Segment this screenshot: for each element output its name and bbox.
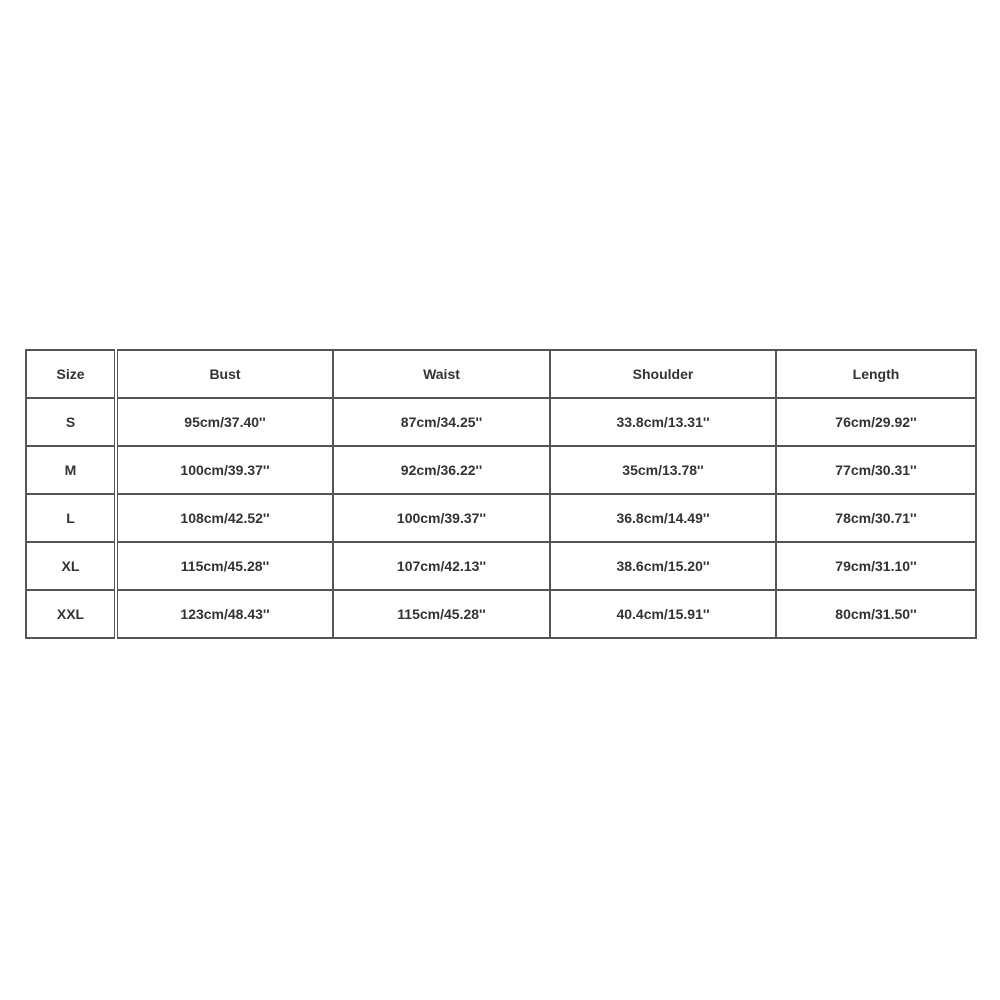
table-row <box>26 590 976 638</box>
waist-cell: 87cm/34.25'' <box>333 398 550 446</box>
size-cell: S <box>26 398 116 446</box>
bust-cell: 123cm/48.43'' <box>116 590 333 638</box>
header-size: Size <box>26 350 116 398</box>
size-cell: L <box>26 494 116 542</box>
bust-cell: 100cm/39.37'' <box>116 446 333 494</box>
length-cell: 78cm/30.71'' <box>776 494 976 542</box>
shoulder-cell: 33.8cm/13.31'' <box>550 398 776 446</box>
size-chart-table <box>25 349 977 639</box>
bust-cell: 95cm/37.40'' <box>116 398 333 446</box>
header-length: Length <box>776 350 976 398</box>
length-cell: 77cm/30.31'' <box>776 446 976 494</box>
length-cell: 76cm/29.92'' <box>776 398 976 446</box>
size-cell: M <box>26 446 116 494</box>
table-row <box>26 446 976 494</box>
length-cell: 80cm/31.50'' <box>776 590 976 638</box>
bust-cell: 108cm/42.52'' <box>116 494 333 542</box>
waist-cell: 92cm/36.22'' <box>333 446 550 494</box>
header-row <box>26 350 976 398</box>
shoulder-cell: 36.8cm/14.49'' <box>550 494 776 542</box>
length-cell: 79cm/31.10'' <box>776 542 976 590</box>
waist-cell: 107cm/42.13'' <box>333 542 550 590</box>
header-bust: Bust <box>116 350 333 398</box>
shoulder-cell: 38.6cm/15.20'' <box>550 542 776 590</box>
table-row <box>26 398 976 446</box>
table-row <box>26 494 976 542</box>
shoulder-cell: 35cm/13.78'' <box>550 446 776 494</box>
header-shoulder: Shoulder <box>550 350 776 398</box>
table-row <box>26 542 976 590</box>
waist-cell: 115cm/45.28'' <box>333 590 550 638</box>
header-waist: Waist <box>333 350 550 398</box>
size-cell: XL <box>26 542 116 590</box>
waist-cell: 100cm/39.37'' <box>333 494 550 542</box>
shoulder-cell: 40.4cm/15.91'' <box>550 590 776 638</box>
size-cell: XXL <box>26 590 116 638</box>
bust-cell: 115cm/45.28'' <box>116 542 333 590</box>
